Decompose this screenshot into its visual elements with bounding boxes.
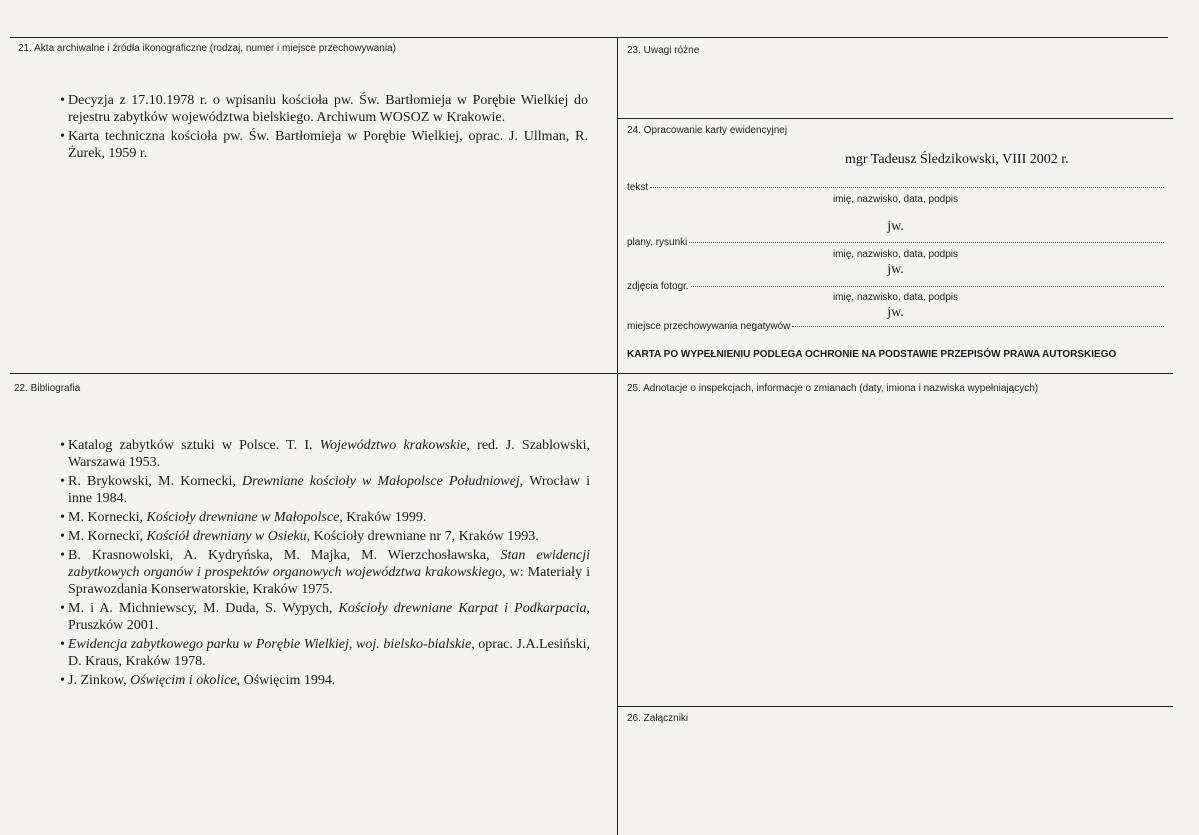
entry-text: , red. J. Szablowski, Warszawa 1953. [68,438,590,470]
field-value: jw. [887,219,904,234]
rule-23-24 [617,118,1173,119]
entry-title: Kościoły drewniane w Małopolsce [146,510,340,525]
list-item [60,600,590,634]
entry-text: , Kościoły drewniane nr 7, Kraków 1993. [306,529,539,544]
section-23-label: 23. Uwagi różne [627,45,700,56]
entry-text: , Wrocław i inne 1984. [68,474,591,506]
entry-text: B. Krasnowolski, A. Kydryńska, M. Majka, M. Wierzchosławska, [68,548,501,563]
field-value: jw. [887,305,904,320]
entry-title: Kościół drewniany w Osieku [146,529,307,544]
column-divider [617,37,618,835]
list-item [60,636,590,670]
field-label: zdjęcia fotogr. [627,281,689,292]
entry-text: , w: Materiały i Sprawozdania Konserwatorskie, Kraków 1975. [68,565,590,597]
entry-text: M. i A. Michniewscy, M. Duda, S. Wypych, [68,601,339,616]
list-item [60,473,590,507]
entry-text: , oprac. J.A.Lesiński, D. Kraus, Kraków 1978. [68,637,590,669]
entry-text: , Kraków 1999. [339,510,427,525]
field-hint: imię, nazwisko, data, podpis [832,194,959,205]
list-item [60,509,590,526]
section-26-label: 26. Załączniki [627,713,689,724]
entry-text: , Oświęcim 1994. [236,673,336,688]
middle-rule [10,373,1173,374]
list-item [60,437,590,471]
entry-title: Ewidencja zabytkowego parku w Porębie Wielkiej, woj. bielsko-bialskie [68,637,472,652]
field-text [627,182,1164,193]
entry-title: Stan ewidencji zabytkowych organów i prospektów organowych województwa krakowskiego [68,548,590,580]
section-21-label: 21. Akta archiwalne i źródła ikonograficzne (rodzaj, numer i miejsce przechowywania) [18,43,396,54]
entry-text: Katalog zabytków sztuki w Polsce. T. I. [68,438,320,453]
card-author: mgr Tadeusz Śledzikowski, VIII 2002 r. [845,152,1069,167]
archive-list [60,92,588,164]
field-hint: imię, nazwisko, data, podpis [832,249,959,260]
section-25-label: 25. Adnotacje o inspekcjach, informacje o zmianach (daty, imiona i nazwiska wypełniających) [627,383,1039,394]
entry-title: Oświęcim i okolice [130,673,237,688]
entry-text: M. Kornecki, [68,510,147,525]
list-item: • Karta techniczna kościoła pw. Św. Bartłomieja w Porębie Wielkiej, oprac. J. Ullman, R. Żurek, 1959 r. [60,128,588,162]
entry-text: R. Brykowski, M. Kornecki, [68,474,243,489]
field-hint: imię, nazwisko, data, podpis [832,292,959,303]
list-item [60,672,590,689]
section-22-label: 22. Bibliografia [14,383,81,394]
field-label: miejsce przechowywania negatywów [627,321,791,332]
field-label: tekst [627,182,649,193]
entry-title: Województwo krakowskie [319,438,467,453]
list-item [60,528,590,545]
entry-title: Kościoły drewniane Karpat i Podkarpacia [338,601,587,616]
entry-text: , Pruszków 2001. [68,601,590,633]
field-value: jw. [887,262,904,277]
entry-title: Drewniane kościoły w Małopolsce Południowej [242,474,520,489]
section-24-label: 24. Opracowanie karty ewidencyjnej [627,125,788,136]
field-label: plany, rysunki [627,237,688,248]
entry-text: M. Kornecki, [68,529,147,544]
rule-25-26 [617,706,1173,707]
top-rule [10,37,1168,38]
copyright-notice: KARTA PO WYPEŁNIENIU PODLEGA OCHRONIE NA PODSTAWIE PRZEPISÓW PRAWA AUTORSKIEGO [627,349,1117,360]
list-item [60,547,590,598]
field-drawings [627,237,1164,248]
list-item: • Decyzja z 17.10.1978 r. o wpisaniu kościoła pw. Św. Bartłomieja w Porębie Wielkiej do rejestru zabytków województwa bielskiego. Archiwum WOSOZ w Krakowie. [60,92,588,126]
entry-text: J. Zinkow, [68,673,131,688]
field-photos [627,281,1164,292]
bibliography-list [60,437,590,691]
field-negatives [627,321,1164,332]
